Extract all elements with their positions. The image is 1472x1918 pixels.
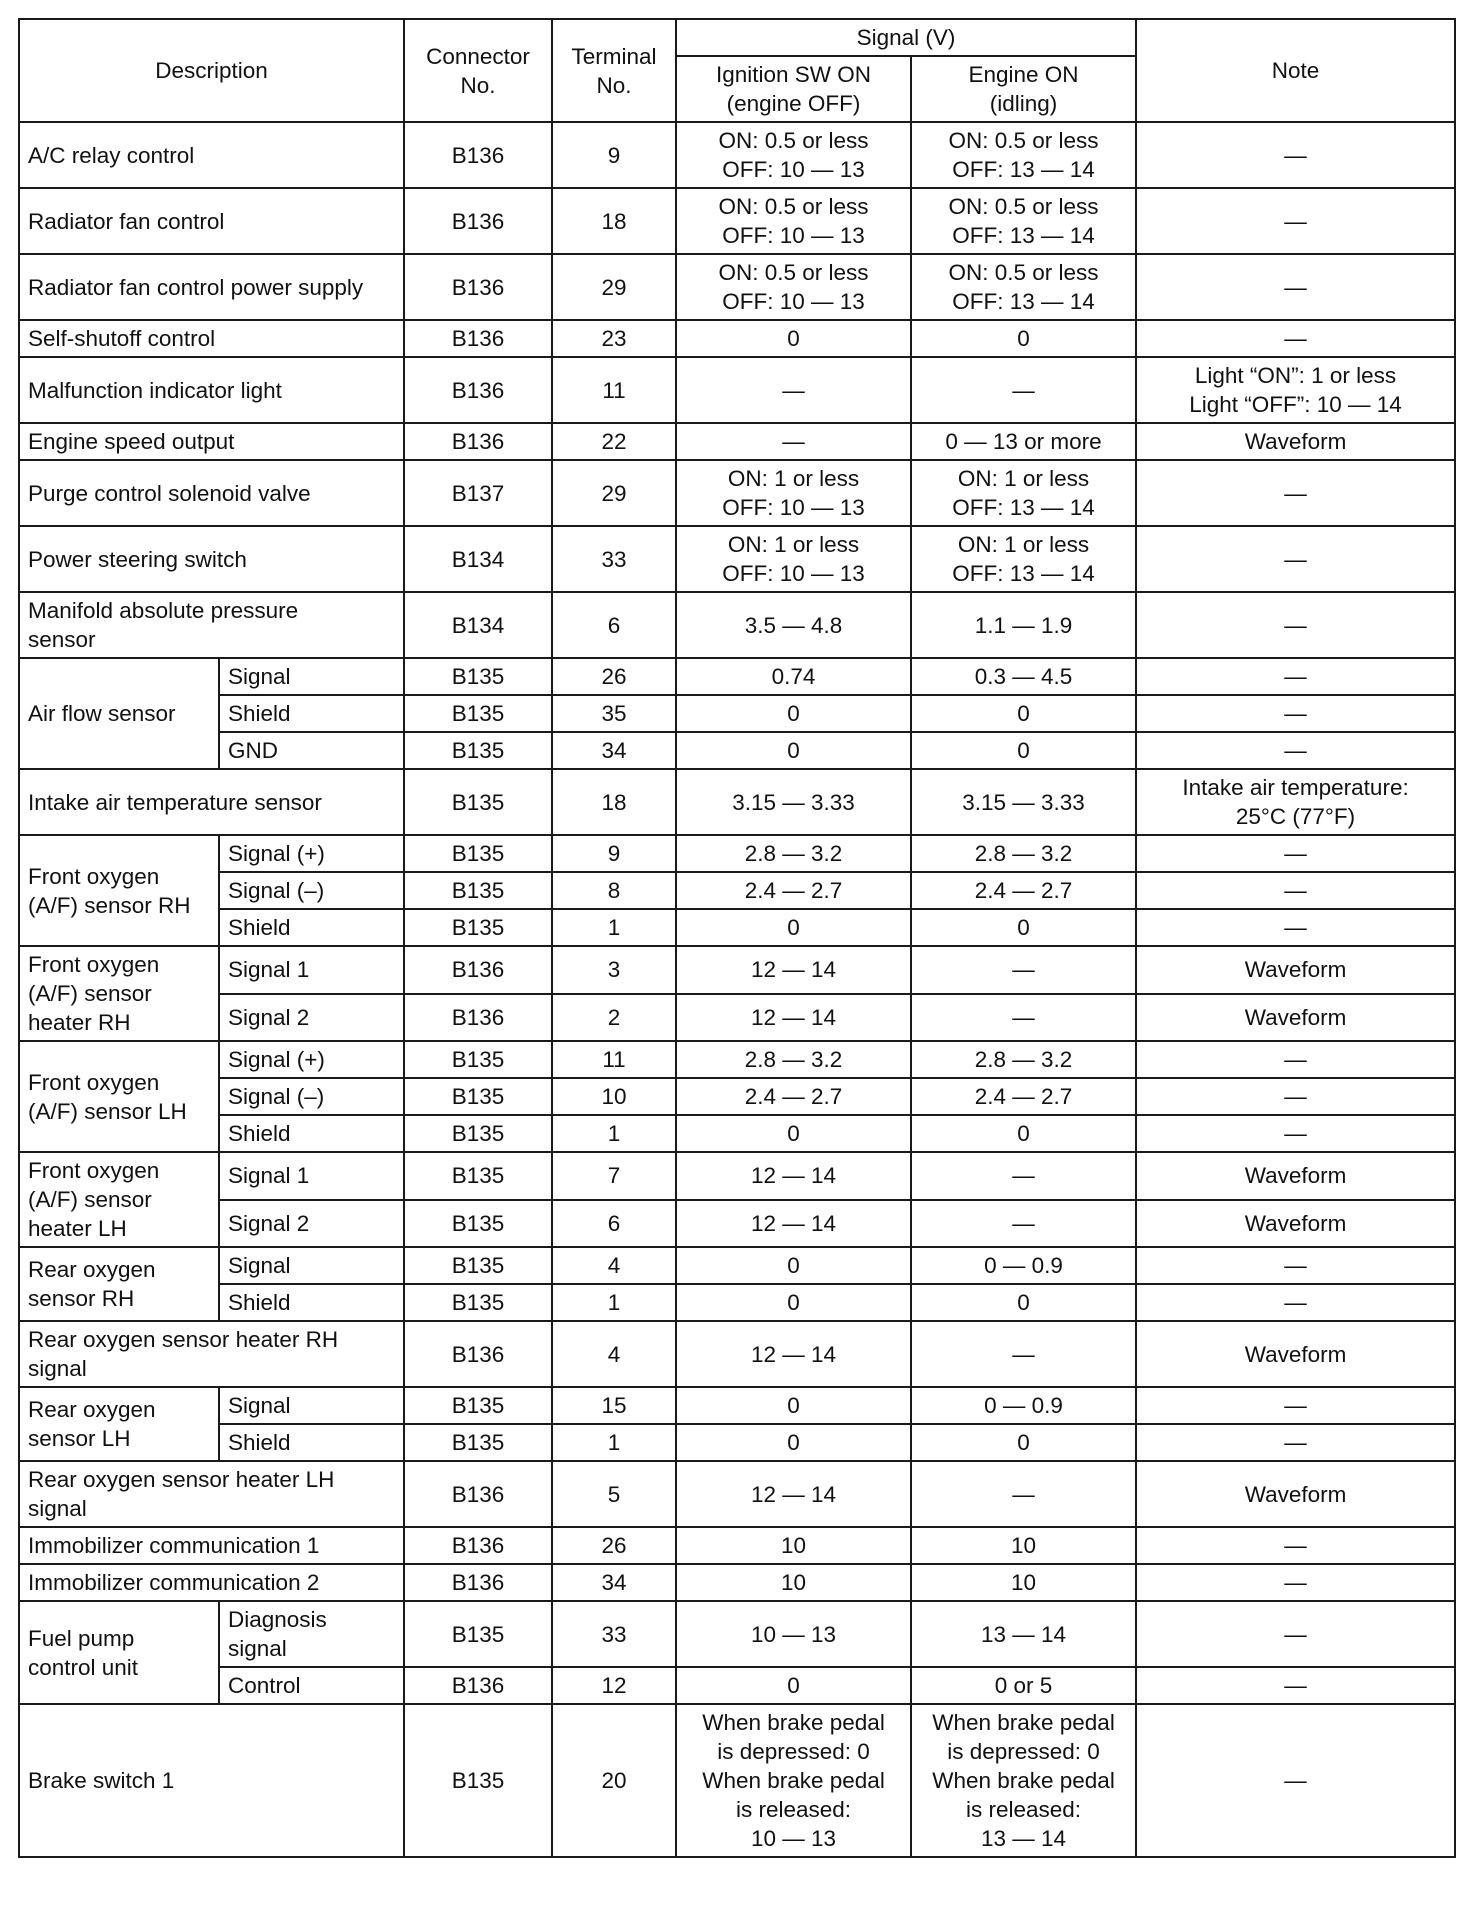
row-sub-description: Signal 2 [219,994,404,1042]
header-signal-v: Signal (V) [676,19,1136,56]
ecm-terminal-signal-table [18,18,1456,1858]
note: — [1136,658,1455,695]
signal-ignition-on: 0.74 [676,658,911,695]
connector-no: B135 [404,769,552,835]
terminal-no: 11 [552,1041,676,1078]
terminal-no: 10 [552,1078,676,1115]
signal-ignition-on: 2.8 — 3.2 [676,835,911,872]
signal-ignition-on: 0 [676,1424,911,1461]
terminal-no: 2 [552,994,676,1042]
row-sub-description: Signal 1 [219,946,404,994]
connector-no: B136 [404,1321,552,1387]
header-connector-no: Connector No. [404,19,552,122]
terminal-no: 29 [552,254,676,320]
table-row [19,1152,1455,1200]
terminal-no: 26 [552,658,676,695]
row-description: Rear oxygen sensor RH [19,1247,219,1321]
note: — [1136,695,1455,732]
signal-engine-on: 0 — 13 or more [911,423,1136,460]
signal-engine-on: — [911,357,1136,423]
signal-engine-on: ON: 1 or less OFF: 13 — 14 [911,526,1136,592]
table-row [19,357,1455,423]
signal-engine-on: 2.8 — 3.2 [911,1041,1136,1078]
connector-no: B135 [404,695,552,732]
terminal-no: 11 [552,357,676,423]
connector-no: B135 [404,1078,552,1115]
note: — [1136,460,1455,526]
table-row [19,1200,1455,1248]
row-description: Intake air temperature sensor [19,769,404,835]
signal-ignition-on: 12 — 14 [676,1321,911,1387]
table-row [19,1321,1455,1387]
row-description: Front oxygen (A/F) sensor RH [19,835,219,946]
signal-engine-on: When brake pedal is depressed: 0 When brake pedal is released: 13 — 14 [911,1704,1136,1857]
connector-no: B134 [404,592,552,658]
row-description: Front oxygen (A/F) sensor heater LH [19,1152,219,1247]
signal-engine-on: — [911,946,1136,994]
table-row [19,254,1455,320]
row-description: Purge control solenoid valve [19,460,404,526]
signal-engine-on: 0 [911,1115,1136,1152]
signal-engine-on: 0 [911,909,1136,946]
terminal-no: 22 [552,423,676,460]
terminal-no: 9 [552,122,676,188]
terminal-no: 35 [552,695,676,732]
connector-no: B135 [404,872,552,909]
signal-ignition-on: ON: 1 or less OFF: 10 — 13 [676,526,911,592]
signal-ignition-on: 12 — 14 [676,1200,911,1248]
signal-engine-on: 0 [911,1284,1136,1321]
row-description: Radiator fan control [19,188,404,254]
signal-ignition-on: 10 [676,1564,911,1601]
note: — [1136,1601,1455,1667]
terminal-no: 29 [552,460,676,526]
signal-engine-on: 10 [911,1527,1136,1564]
signal-ignition-on: 10 [676,1527,911,1564]
note: — [1136,1247,1455,1284]
connector-no: B135 [404,1284,552,1321]
signal-ignition-on: — [676,423,911,460]
signal-ignition-on: 2.4 — 2.7 [676,1078,911,1115]
table-row [19,909,1455,946]
table-row [19,1247,1455,1284]
signal-ignition-on: 3.15 — 3.33 [676,769,911,835]
signal-ignition-on: 0 [676,320,911,357]
table-row [19,320,1455,357]
note: — [1136,254,1455,320]
note: — [1136,1078,1455,1115]
row-description: Radiator fan control power supply [19,254,404,320]
row-description: Rear oxygen sensor heater RH signal [19,1321,404,1387]
signal-ignition-on: ON: 1 or less OFF: 10 — 13 [676,460,911,526]
signal-engine-on: ON: 0.5 or less OFF: 13 — 14 [911,122,1136,188]
table-row [19,1527,1455,1564]
signal-ignition-on: 0 [676,695,911,732]
table-row [19,1704,1455,1857]
note: — [1136,732,1455,769]
signal-engine-on: — [911,1200,1136,1248]
row-sub-description: Shield [219,1115,404,1152]
note: Waveform [1136,994,1455,1042]
signal-ignition-on: 2.8 — 3.2 [676,1041,911,1078]
note: — [1136,592,1455,658]
connector-no: B137 [404,460,552,526]
signal-engine-on: 10 [911,1564,1136,1601]
signal-engine-on: 0 or 5 [911,1667,1136,1704]
signal-ignition-on: 12 — 14 [676,1152,911,1200]
header-terminal-no: Terminal No. [552,19,676,122]
signal-engine-on: 2.8 — 3.2 [911,835,1136,872]
note: Waveform [1136,1321,1455,1387]
row-description: A/C relay control [19,122,404,188]
table-row [19,695,1455,732]
terminal-no: 1 [552,1284,676,1321]
signal-engine-on: ON: 1 or less OFF: 13 — 14 [911,460,1136,526]
note: — [1136,1527,1455,1564]
note: — [1136,1284,1455,1321]
signal-ignition-on: 0 [676,1667,911,1704]
row-sub-description: Control [219,1667,404,1704]
note: Waveform [1136,1461,1455,1527]
connector-no: B136 [404,1461,552,1527]
row-sub-description: Signal [219,1247,404,1284]
terminal-no: 1 [552,1115,676,1152]
row-description: Rear oxygen sensor heater LH signal [19,1461,404,1527]
table-row [19,732,1455,769]
terminal-no: 12 [552,1667,676,1704]
note: — [1136,1704,1455,1857]
connector-no: B135 [404,1152,552,1200]
signal-ignition-on: ON: 0.5 or less OFF: 10 — 13 [676,254,911,320]
header-description: Description [19,19,404,122]
signal-ignition-on: 12 — 14 [676,994,911,1042]
signal-ignition-on: 0 [676,909,911,946]
connector-no: B135 [404,1424,552,1461]
signal-engine-on: 0 — 0.9 [911,1247,1136,1284]
table-row [19,872,1455,909]
table-row [19,592,1455,658]
row-description: Rear oxygen sensor LH [19,1387,219,1461]
row-sub-description: Shield [219,695,404,732]
terminal-no: 5 [552,1461,676,1527]
terminal-no: 18 [552,769,676,835]
signal-table-container [18,18,1454,1858]
terminal-no: 1 [552,1424,676,1461]
connector-no: B136 [404,1564,552,1601]
terminal-no: 7 [552,1152,676,1200]
table-row [19,1387,1455,1424]
table-row [19,1564,1455,1601]
row-sub-description: Signal [219,1387,404,1424]
connector-no: B135 [404,732,552,769]
connector-no: B135 [404,909,552,946]
signal-engine-on: 1.1 — 1.9 [911,592,1136,658]
signal-engine-on: 13 — 14 [911,1601,1136,1667]
terminal-no: 23 [552,320,676,357]
row-sub-description: Signal (+) [219,835,404,872]
terminal-no: 6 [552,592,676,658]
note: Waveform [1136,946,1455,994]
row-description: Front oxygen (A/F) sensor LH [19,1041,219,1152]
table-row [19,122,1455,188]
connector-no: B136 [404,946,552,994]
table-row [19,1461,1455,1527]
note: — [1136,1424,1455,1461]
table-row [19,1078,1455,1115]
terminal-no: 3 [552,946,676,994]
table-row [19,1667,1455,1704]
row-description: Fuel pump control unit [19,1601,219,1704]
note: — [1136,1667,1455,1704]
terminal-no: 18 [552,188,676,254]
row-description: Power steering switch [19,526,404,592]
connector-no: B135 [404,658,552,695]
connector-no: B136 [404,1667,552,1704]
connector-no: B135 [404,1041,552,1078]
connector-no: B136 [404,254,552,320]
note: Waveform [1136,423,1455,460]
terminal-no: 33 [552,1601,676,1667]
row-description: Engine speed output [19,423,404,460]
signal-ignition-on: When brake pedal is depressed: 0 When brake pedal is released: 10 — 13 [676,1704,911,1857]
signal-ignition-on: 0 [676,1247,911,1284]
note: — [1136,909,1455,946]
connector-no: B136 [404,188,552,254]
table-row [19,835,1455,872]
terminal-no: 1 [552,909,676,946]
table-row [19,658,1455,695]
note: — [1136,1115,1455,1152]
signal-ignition-on: 0 [676,1115,911,1152]
terminal-no: 9 [552,835,676,872]
signal-engine-on: 2.4 — 2.7 [911,1078,1136,1115]
note: — [1136,526,1455,592]
note: — [1136,872,1455,909]
signal-engine-on: — [911,1461,1136,1527]
terminal-no: 26 [552,1527,676,1564]
row-sub-description: Shield [219,1424,404,1461]
connector-no: B136 [404,423,552,460]
row-sub-description: Signal (–) [219,1078,404,1115]
note: — [1136,1564,1455,1601]
signal-ignition-on: ON: 0.5 or less OFF: 10 — 13 [676,122,911,188]
row-sub-description: Signal (+) [219,1041,404,1078]
signal-ignition-on: ON: 0.5 or less OFF: 10 — 13 [676,188,911,254]
terminal-no: 33 [552,526,676,592]
connector-no: B134 [404,526,552,592]
row-sub-description: GND [219,732,404,769]
connector-no: B136 [404,994,552,1042]
note: — [1136,320,1455,357]
signal-engine-on: 0.3 — 4.5 [911,658,1136,695]
signal-ignition-on: 0 [676,1284,911,1321]
terminal-no: 4 [552,1321,676,1387]
connector-no: B136 [404,1527,552,1564]
header-row-1 [19,19,1455,56]
table-row [19,994,1455,1042]
header-engine-on: Engine ON (idling) [911,56,1136,122]
note: Intake air temperature: 25°C (77°F) [1136,769,1455,835]
connector-no: B135 [404,1387,552,1424]
note: — [1136,1387,1455,1424]
signal-ignition-on: 0 [676,1387,911,1424]
row-sub-description: Signal 1 [219,1152,404,1200]
connector-no: B135 [404,1601,552,1667]
signal-ignition-on: 0 [676,732,911,769]
signal-engine-on: 3.15 — 3.33 [911,769,1136,835]
note: — [1136,122,1455,188]
row-description: Manifold absolute pressure sensor [19,592,404,658]
header-note: Note [1136,19,1455,122]
signal-engine-on: 0 [911,320,1136,357]
connector-no: B136 [404,320,552,357]
terminal-no: 4 [552,1247,676,1284]
table-row [19,1041,1455,1078]
header-ignition-sw-on: Ignition SW ON (engine OFF) [676,56,911,122]
row-description: Malfunction indicator light [19,357,404,423]
signal-ignition-on: — [676,357,911,423]
table-row [19,1115,1455,1152]
signal-ignition-on: 12 — 14 [676,946,911,994]
terminal-no: 20 [552,1704,676,1857]
connector-no: B135 [404,1200,552,1248]
table-row [19,526,1455,592]
table-row [19,1284,1455,1321]
terminal-no: 8 [552,872,676,909]
terminal-no: 15 [552,1387,676,1424]
table-row [19,188,1455,254]
row-sub-description: Signal 2 [219,1200,404,1248]
note: — [1136,835,1455,872]
note: Waveform [1136,1152,1455,1200]
row-sub-description: Diagnosis signal [219,1601,404,1667]
table-row [19,423,1455,460]
signal-engine-on: — [911,1321,1136,1387]
signal-engine-on: 0 [911,695,1136,732]
row-sub-description: Signal [219,658,404,695]
connector-no: B135 [404,835,552,872]
note: — [1136,1041,1455,1078]
table-row [19,460,1455,526]
note: Light “ON”: 1 or less Light “OFF”: 10 — 14 [1136,357,1455,423]
row-sub-description: Shield [219,909,404,946]
signal-engine-on: ON: 0.5 or less OFF: 13 — 14 [911,254,1136,320]
row-description: Air flow sensor [19,658,219,769]
signal-ignition-on: 10 — 13 [676,1601,911,1667]
table-row [19,946,1455,994]
connector-no: B135 [404,1115,552,1152]
note: — [1136,188,1455,254]
row-sub-description: Signal (–) [219,872,404,909]
signal-engine-on: 0 [911,732,1136,769]
note: Waveform [1136,1200,1455,1248]
signal-ignition-on: 12 — 14 [676,1461,911,1527]
connector-no: B136 [404,122,552,188]
table-row [19,1424,1455,1461]
signal-engine-on: — [911,994,1136,1042]
signal-engine-on: — [911,1152,1136,1200]
row-sub-description: Shield [219,1284,404,1321]
table-row [19,769,1455,835]
signal-engine-on: ON: 0.5 or less OFF: 13 — 14 [911,188,1136,254]
connector-no: B136 [404,357,552,423]
connector-no: B135 [404,1704,552,1857]
signal-engine-on: 0 — 0.9 [911,1387,1136,1424]
signal-engine-on: 2.4 — 2.7 [911,872,1136,909]
signal-ignition-on: 2.4 — 2.7 [676,872,911,909]
signal-engine-on: 0 [911,1424,1136,1461]
terminal-no: 34 [552,1564,676,1601]
table-row [19,1601,1455,1667]
row-description: Front oxygen (A/F) sensor heater RH [19,946,219,1041]
connector-no: B135 [404,1247,552,1284]
signal-ignition-on: 3.5 — 4.8 [676,592,911,658]
row-description: Immobilizer communication 2 [19,1564,404,1601]
row-description: Immobilizer communication 1 [19,1527,404,1564]
terminal-no: 34 [552,732,676,769]
row-description: Self-shutoff control [19,320,404,357]
row-description: Brake switch 1 [19,1704,404,1857]
terminal-no: 6 [552,1200,676,1248]
